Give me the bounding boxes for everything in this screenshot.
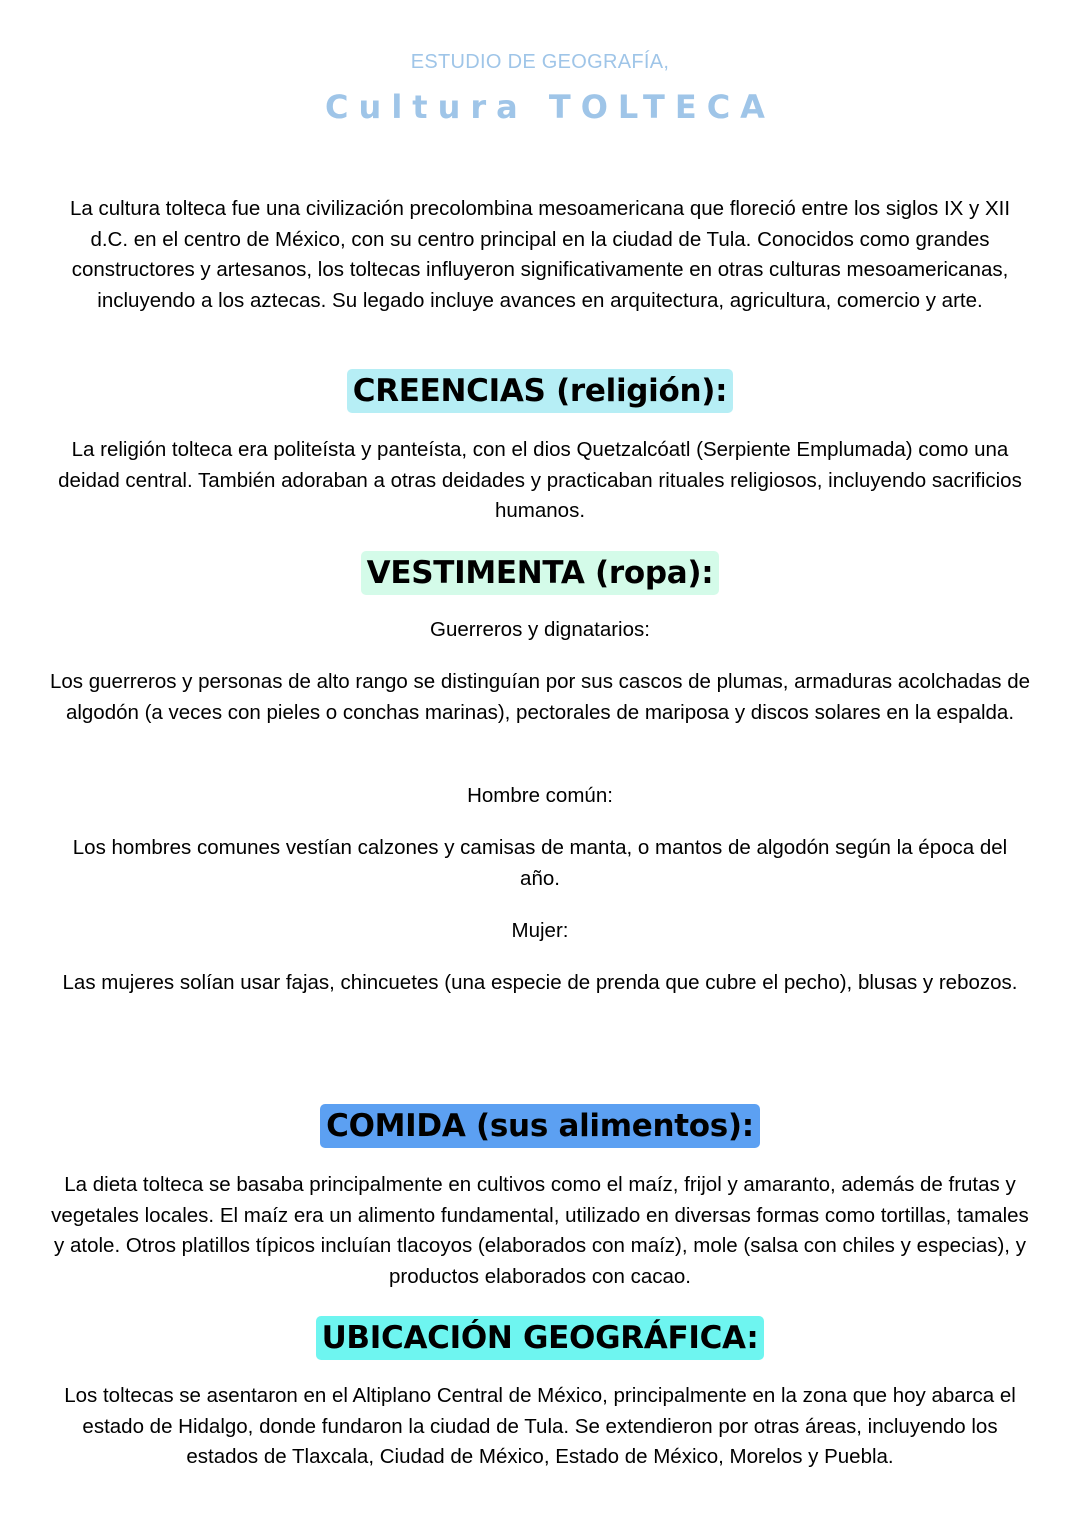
comida-heading: COMIDA (sus alimentos):	[320, 1104, 760, 1148]
mujer-label: Mujer:	[511, 919, 569, 942]
guerreros-paragraph: Los guerreros y personas de alto rango se distinguían por sus cascos de plumas, armaduras acolchadas de algodón (a veces con pieles o conchas marinas), pectorales de mariposa y discos solares en la espalda.	[50, 670, 1031, 724]
guerreros-label: Guerreros y dignatarios:	[430, 618, 650, 641]
comida-paragraph: La dieta tolteca se basaba principalmente en cultivos como el maíz, frijol y amaranto, además de frutas y vegetales locales. El maíz era un alimento fundamental, utilizado en diversas formas como tortillas, tamales y atole. Otros platillos típicos incluían tlacoyos (elaborados con maíz), mole (salsa con chiles y especias), y productos elaborados con cacao.	[51, 1173, 1029, 1288]
ubicacion-heading: UBICACIÓN GEOGRÁFICA:	[316, 1316, 765, 1360]
vestimenta-heading: VESTIMENTA (ropa):	[361, 551, 720, 595]
mujer-paragraph: Las mujeres solían usar fajas, chincuetes (una especie de prenda que cubre el pecho), blusas y rebozos.	[62, 971, 1018, 994]
vestimenta-section-header	[0, 551, 1080, 595]
comida-section-header	[0, 1104, 1080, 1148]
creencias-paragraph: La religión tolteca era politeísta y panteísta, con el dios Quetzalcóatl (Serpiente Emplumada) como una deidad central. También adoraban a otras deidades y practicaban rituales religiosos, incluyendo sacrificios humanos.	[58, 438, 1022, 522]
intro-paragraph: La cultura tolteca fue una civilización precolombina mesoamericana que floreció entre los siglos IX y XII d.C. en el centro de México, con su centro principal en la ciudad de Tula. Conocidos como grandes constructores y artesanos, los toltecas influyeron significativamente en otras culturas mesoamericanas, incluyendo a los aztecas. Su legado incluye avances en arquitectura, agricultura, comercio y arte.	[69, 197, 1011, 312]
document-kicker: ESTUDIO DE GEOGRAFÍA,	[410, 51, 670, 73]
creencias-heading: CREENCIAS (religión):	[347, 369, 734, 413]
ubicacion-section-header	[0, 1316, 1080, 1360]
hombre-paragraph: Los hombres comunes vestían calzones y camisas de manta, o mantos de algodón según la época del año.	[72, 836, 1008, 890]
hombre-label: Hombre común:	[467, 784, 613, 807]
creencias-section-header	[0, 369, 1080, 413]
ubicacion-paragraph: Los toltecas se asentaron en el Altiplano Central de México, principalmente en la zona que hoy abarca el estado de Hidalgo, donde fundaron la ciudad de Tula. Se extendieron por otras áreas, incluyendo los estados de Tlaxcala, Ciudad de México, Estado de México, Morelos y Puebla.	[64, 1384, 1016, 1468]
document-title: Cultura TOLTECA	[325, 88, 775, 126]
